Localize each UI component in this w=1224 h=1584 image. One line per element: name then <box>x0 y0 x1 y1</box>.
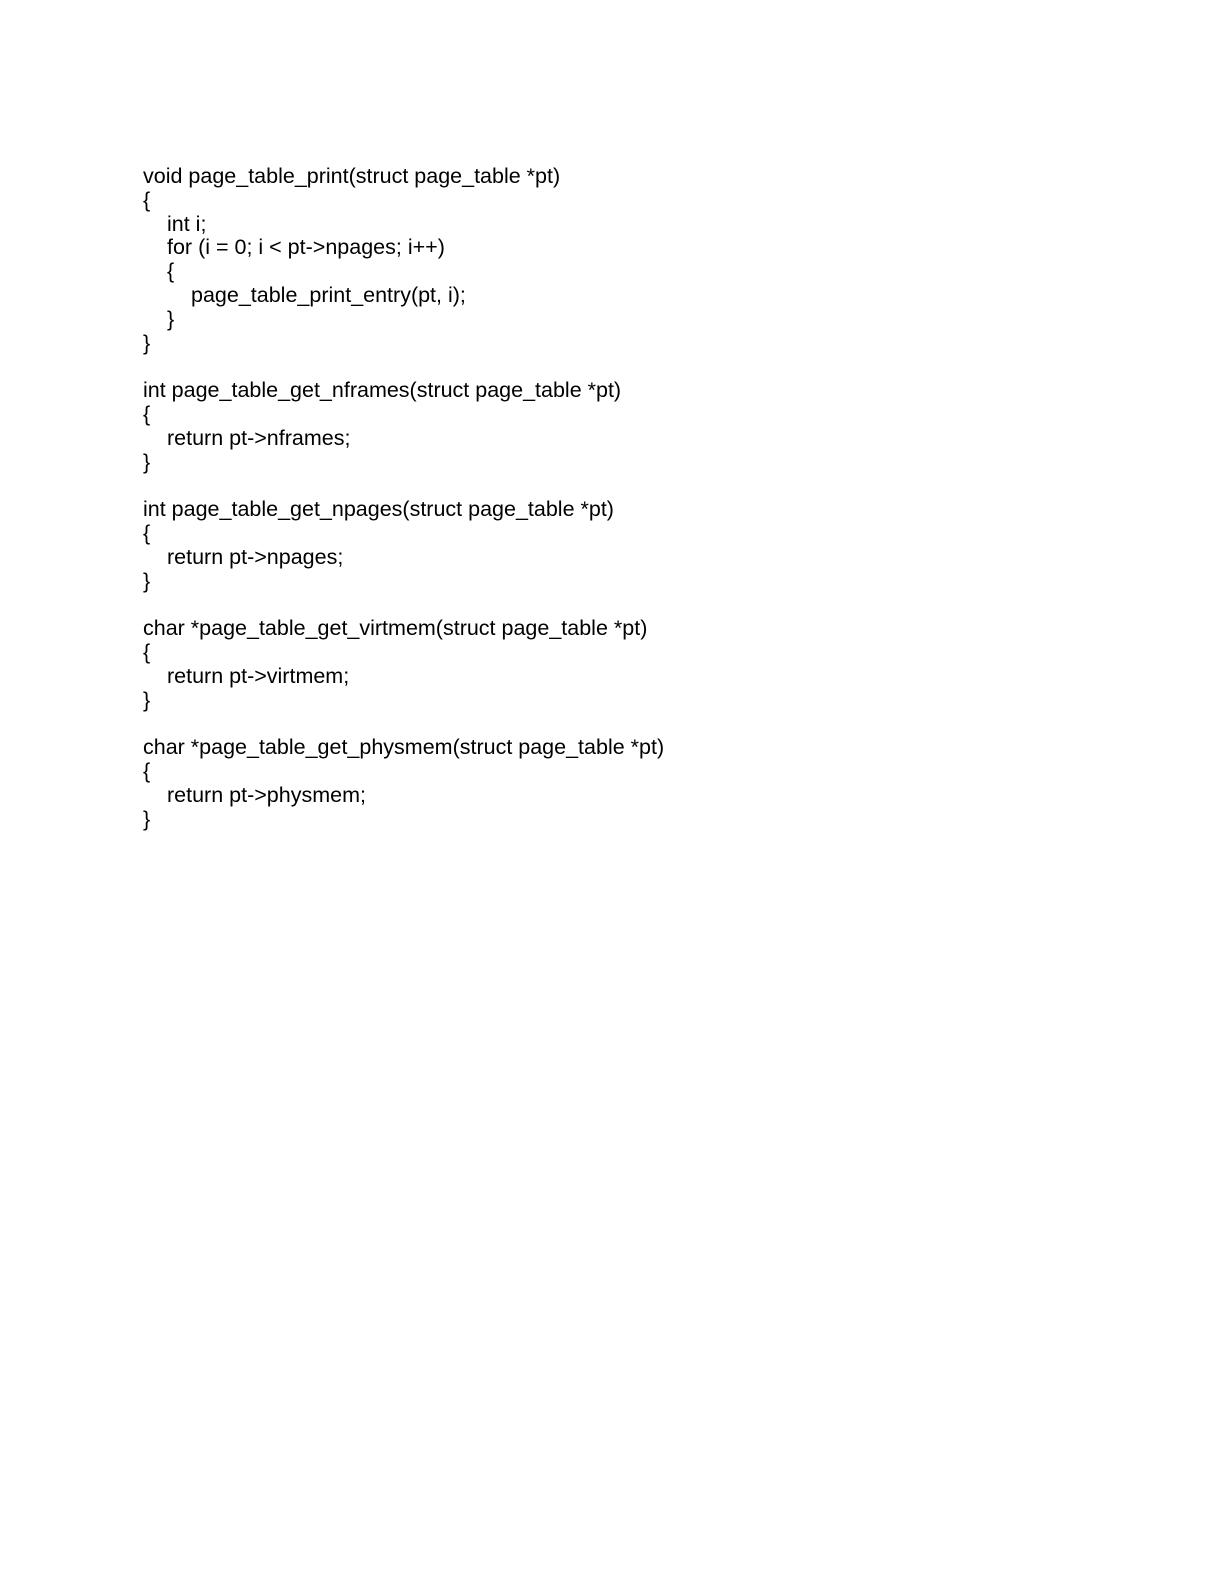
code-line <box>143 712 664 736</box>
code-line <box>143 355 664 379</box>
code-line: } <box>143 687 151 712</box>
code-line: } <box>143 568 151 593</box>
code-block <box>143 165 664 831</box>
code-line: { <box>143 639 151 664</box>
code-line: } <box>143 330 151 355</box>
code-line: return pt->physmem; <box>167 782 366 807</box>
code-line: char *page_table_get_physmem(struct page_table *pt) <box>143 735 665 760</box>
code-line: { <box>143 520 151 545</box>
code-line: { <box>167 259 175 284</box>
code-line: char *page_table_get_virtmem(struct page_table *pt) <box>143 616 648 641</box>
code-line: return pt->virtmem; <box>167 663 350 688</box>
code-line: for (i = 0; i < pt->npages; i++) <box>167 235 445 260</box>
code-line: int i; <box>167 211 207 236</box>
code-line: page_table_print_entry(pt, i); <box>191 282 466 307</box>
code-line <box>143 474 664 498</box>
code-line: int page_table_get_nframes(struct page_table *pt) <box>143 378 622 403</box>
code-line: } <box>143 806 151 831</box>
code-line: { <box>143 401 151 426</box>
code-line: return pt->nframes; <box>167 425 351 450</box>
code-line: return pt->npages; <box>167 544 344 569</box>
code-line: void page_table_print(struct page_table *pt) <box>143 164 561 188</box>
code-line: int page_table_get_npages(struct page_table *pt) <box>143 497 614 522</box>
code-line <box>143 593 664 617</box>
code-line: { <box>143 187 151 212</box>
code-line: } <box>167 306 175 331</box>
code-line: { <box>143 758 151 783</box>
code-line: } <box>143 449 151 474</box>
